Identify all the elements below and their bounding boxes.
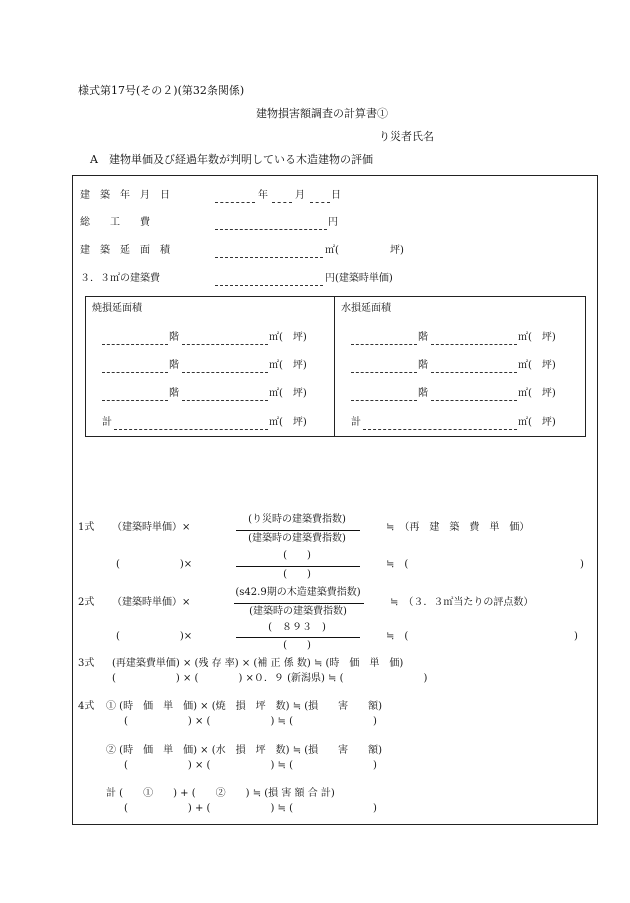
unit-cost-blank: [215, 285, 323, 286]
water-floor-blank: [351, 372, 417, 373]
formula-2-num-value: ( ８９３ ): [268, 622, 326, 633]
formula-3-line-1: (再建築費単価) × (残 存 率) × (補 正 係 数) ≒ (時 価 単 価): [112, 658, 404, 669]
burned-floor-1: 階: [169, 332, 179, 343]
water-area-blank: [431, 400, 517, 401]
formula-1-blank: ( )×: [116, 559, 193, 570]
burned-area-blank: [182, 400, 268, 401]
total-line-1: 計 ( ① ) + ( ② ) ≒ (損 害 額 合 計): [106, 788, 335, 799]
formula-2-blank-bar: [236, 637, 360, 638]
water-floor-2: 階: [418, 360, 428, 371]
formula-2-numerator: (s42.9期の木造建築費指数): [235, 587, 361, 598]
water-area-blank: [431, 344, 517, 345]
formula-2-denominator: (建築時の建築費指数): [249, 606, 347, 617]
formula-1-left: （建築時単価）×: [112, 522, 191, 533]
water-total: 計: [351, 417, 361, 428]
formula-2-den-blank: ( ): [283, 640, 311, 651]
water-total-blank: [363, 429, 517, 430]
formula-4-label: 4式: [78, 701, 95, 712]
construction-cost-blank: [215, 229, 327, 230]
burned-floor-3: 階: [169, 388, 179, 399]
floor-area-blank: [215, 257, 323, 258]
burned-area-blank: [182, 372, 268, 373]
formula-1-right: ≒ （再 建 築 費 単 価）: [386, 522, 530, 533]
water-area-blank: [431, 372, 517, 373]
water-floor-blank: [351, 400, 417, 401]
formula-3-label: 3式: [78, 658, 95, 669]
formula-2-blank: ( )×: [116, 631, 193, 642]
document-title: 建物損害額調査の計算書①: [256, 107, 388, 120]
water-area-title: 水損延面積: [341, 303, 391, 314]
floor-area-sqm: ㎡(: [325, 245, 339, 256]
formula-4a-line-1: ① (時 価 単 価) × (焼 損 坪 数) ≒ (損 害 額): [106, 701, 383, 712]
section-a-heading: A 建物単価及び経過年数が判明している木造建物の評価: [90, 153, 373, 166]
formula-1-numerator: (り災時の建築費指数): [248, 514, 346, 525]
formula-1-result-close: ): [580, 559, 584, 570]
burned-floor-blank: [102, 344, 168, 345]
burned-total: 計: [102, 417, 112, 428]
water-floor-blank: [351, 344, 417, 345]
unit-cost-unit: 円(建築時単価): [325, 273, 393, 284]
formula-2-result-close: ): [574, 631, 578, 642]
burned-area-blank: [182, 344, 268, 345]
area-table: [85, 296, 586, 437]
formula-4b-line-2: ( ) × ( ) ≒ ( ): [124, 760, 377, 771]
formula-1-denominator: (建築時の建築費指数): [248, 533, 346, 544]
water-total-unit: ㎡( 坪): [518, 417, 556, 428]
formula-4b-line-1: ② (時 価 単 価) × (水 損 坪 数) ≒ (損 害 額): [106, 745, 383, 756]
burned-total-blank: [114, 429, 268, 430]
construction-cost-label: 総 工 費: [80, 217, 150, 228]
formula-4a-line-2: ( ) × ( ) ≒ ( ): [124, 716, 377, 727]
formula-1-num-blank: ( ): [283, 550, 311, 561]
unit-cost-label: ３．３㎡の建築費: [80, 273, 160, 284]
form-number: 様式第17号(その２)(第32条関係): [78, 84, 245, 97]
victim-name-label: り災者氏名: [379, 130, 434, 143]
area-table-divider: [334, 296, 335, 437]
burned-floor-2: 階: [169, 360, 179, 371]
formula-2-result-open: ≒ (: [386, 631, 409, 642]
year-unit: 年: [258, 190, 268, 201]
burned-unit-2: ㎡( 坪): [269, 360, 307, 371]
day-blank: [310, 202, 330, 203]
water-unit-3: ㎡( 坪): [518, 388, 556, 399]
formula-1-label: 1式: [78, 522, 95, 533]
construction-cost-unit: 円: [328, 217, 338, 228]
formula-1-result-open: ≒ (: [386, 559, 409, 570]
formula-2-label: 2式: [78, 597, 95, 608]
formula-3-line-2: ( ) × ( ) ×０．９ (新潟県) ≒ ( ): [112, 673, 428, 684]
burned-floor-blank: [102, 400, 168, 401]
floor-area-label: 建 築 延 面 積: [80, 245, 170, 256]
burned-area-title: 焼損延面積: [92, 303, 142, 314]
burned-unit-3: ㎡( 坪): [269, 388, 307, 399]
water-unit-2: ㎡( 坪): [518, 360, 556, 371]
month-unit: 月: [295, 190, 305, 201]
formula-1-den-blank: ( ): [283, 569, 311, 580]
total-line-2: ( ) + ( ) ≒ ( ): [124, 803, 377, 814]
burned-floor-blank: [102, 372, 168, 373]
month-blank: [272, 202, 292, 203]
formula-2-fraction-bar: [234, 603, 364, 604]
formula-2-left: （建築時単価）×: [112, 597, 191, 608]
build-date-label: 建 築 年 月 日: [80, 190, 170, 201]
year-blank: [215, 202, 255, 203]
water-floor-1: 階: [418, 332, 428, 343]
burned-total-unit: ㎡( 坪): [269, 417, 307, 428]
formula-1-blank-bar: [236, 566, 360, 567]
formula-2-right: ≒ （３．３㎡当たりの評点数）: [390, 597, 534, 608]
burned-unit-1: ㎡( 坪): [269, 332, 307, 343]
formula-1-fraction-bar: [236, 530, 360, 531]
day-unit: 日: [331, 190, 341, 201]
water-unit-1: ㎡( 坪): [518, 332, 556, 343]
floor-area-tsubo: 坪): [390, 245, 404, 256]
water-floor-3: 階: [418, 388, 428, 399]
